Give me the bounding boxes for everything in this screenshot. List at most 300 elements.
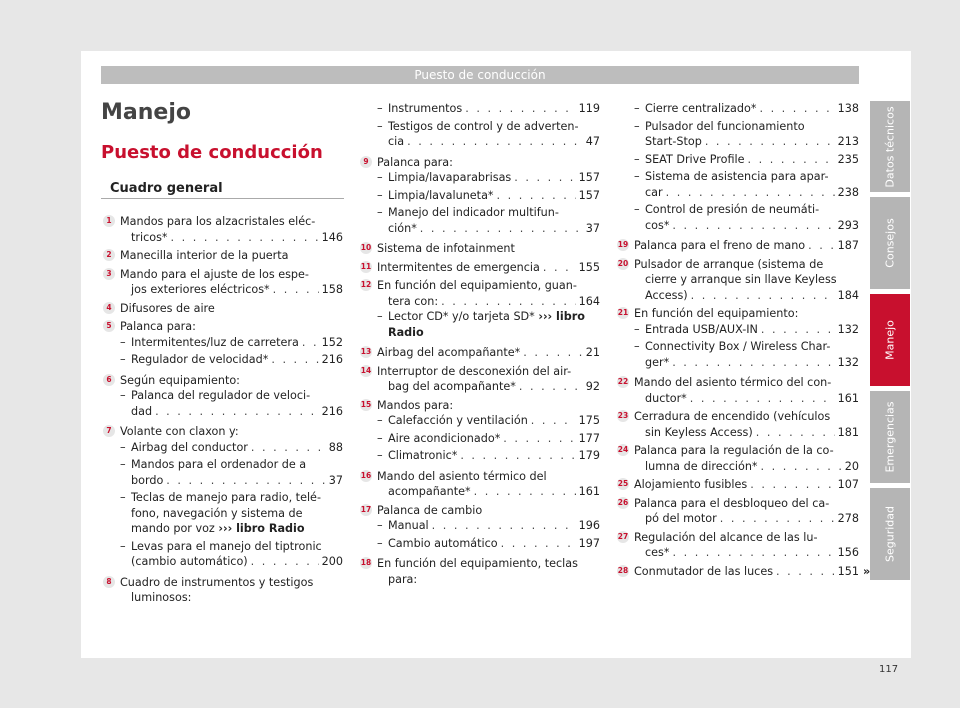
- entry-text: Cerradura de encendido (vehículos: [634, 410, 831, 423]
- entry-text: Volante con claxon y:: [120, 425, 239, 438]
- topic-title: Cuadro general: [110, 181, 223, 196]
- entry-line: [377, 188, 600, 204]
- entry-text: Mando del asiento térmico del con-: [634, 376, 832, 389]
- dot-leader: [672, 218, 834, 234]
- entry-line: [377, 345, 600, 361]
- entry-line: [377, 309, 600, 325]
- entry-line: [120, 335, 343, 351]
- heading-rule: [101, 198, 344, 199]
- dot-leader: [691, 288, 835, 304]
- entry-text: Cierre centralizado*: [645, 102, 757, 115]
- page-number: 117: [879, 664, 899, 675]
- sub-entry: [377, 170, 600, 186]
- entry-text: SEAT Drive Profile: [645, 152, 745, 166]
- entry-line: [377, 325, 600, 341]
- entry-line: [120, 404, 343, 420]
- dot-leader: [432, 518, 576, 534]
- entry-line: [634, 272, 859, 288]
- section-title: Manejo: [101, 100, 191, 125]
- entry-text: Intermitentes de emergencia: [377, 260, 540, 274]
- callout-number: 19: [617, 240, 629, 249]
- entry-line: [377, 379, 600, 395]
- callout-number: 13: [360, 347, 372, 356]
- entry-line: [377, 221, 600, 237]
- entry-text: En función del equipamiento, teclas: [377, 557, 578, 570]
- entry-text: ces*: [645, 546, 670, 559]
- entry-text: Palanca para el desbloqueo del ca-: [634, 496, 830, 510]
- entry-text: fono, navegación y sistema de: [131, 506, 303, 520]
- entry-text: bordo: [131, 473, 164, 487]
- dot-leader: [761, 459, 842, 475]
- dash-marker: –: [377, 102, 383, 115]
- entry-line: [377, 556, 600, 572]
- page-ref-link[interactable]: 278: [837, 512, 859, 525]
- sub-entry: [377, 431, 600, 447]
- entry-line: [120, 282, 343, 298]
- page-ref-link[interactable]: 161: [578, 485, 600, 498]
- entry-text: cia: [388, 135, 405, 148]
- dot-leader: [155, 404, 319, 420]
- dot-leader: [690, 391, 835, 407]
- entry-line: [377, 398, 600, 414]
- entry-line: [377, 155, 600, 171]
- page-ref-link[interactable]: 152: [321, 335, 343, 349]
- dot-leader: [748, 152, 835, 168]
- entry-text: Alojamiento fusibles: [634, 478, 748, 491]
- callout-number: 8: [103, 576, 115, 588]
- sub-entry: [634, 339, 859, 370]
- dash-marker: –: [120, 458, 126, 471]
- page-ref-link[interactable]: 158: [321, 283, 343, 296]
- callout-number: 15: [360, 399, 372, 409]
- entry-text: Palanca para:: [120, 320, 196, 333]
- entry-text: En función del equipamiento:: [634, 307, 799, 320]
- entry-text: Según equipamiento:: [120, 373, 240, 387]
- dash-marker: –: [120, 491, 126, 504]
- entry-text: ductor*: [645, 391, 687, 405]
- dot-leader: [519, 379, 583, 395]
- entry-line: [120, 440, 343, 456]
- entry-text: Teclas de manejo para radio, telé-: [131, 491, 321, 504]
- callout-number: 26: [617, 497, 629, 507]
- entry-line: [120, 575, 343, 591]
- entry-text: ción*: [388, 221, 417, 235]
- callout-number: 3: [103, 268, 115, 280]
- entry-line: [634, 306, 859, 322]
- sub-entry: [377, 536, 600, 552]
- page-ref-link[interactable]: 213: [837, 135, 859, 148]
- side-tab-label: Seguridad: [883, 506, 897, 562]
- dash-marker: –: [377, 536, 383, 550]
- entry-line: [634, 564, 859, 580]
- page-ref-link[interactable]: 216: [321, 404, 343, 418]
- entry-text: Palanca para la regulación de la co-: [634, 444, 834, 457]
- callout-number: 4: [103, 302, 115, 314]
- sub-entry: [120, 457, 343, 488]
- callout-number: 23: [617, 411, 629, 420]
- dot-leader: [672, 355, 834, 371]
- entry-text: Palanca de cambio: [377, 503, 483, 517]
- entry-line: [377, 572, 600, 588]
- entry-line: [120, 301, 343, 317]
- entry-line: [634, 391, 859, 407]
- entry-text: Conmutador de las luces: [634, 564, 774, 578]
- page-ref-link[interactable]: 197: [578, 536, 600, 550]
- entry-text: Intermitentes/luz de carretera: [131, 335, 299, 349]
- entry-line: [634, 339, 859, 355]
- entry-line: [120, 230, 343, 246]
- dot-leader: [441, 294, 576, 310]
- sub-entry: [120, 352, 343, 368]
- callout-number: 24: [617, 445, 629, 454]
- sub-entry: [377, 205, 600, 236]
- entry-text: Interruptor de desconexión del air-: [377, 364, 572, 378]
- entry-text: Control de presión de neumáti-: [645, 203, 820, 216]
- entry-text: acompañante*: [388, 485, 471, 498]
- entry-line: [634, 496, 859, 512]
- page-ref-link[interactable]: 157: [578, 188, 600, 202]
- entry-text: mando por voz ››› libro Radio: [131, 522, 305, 535]
- page-ref-link[interactable]: 175: [578, 414, 600, 427]
- dot-leader: [531, 413, 576, 429]
- dot-leader: [776, 564, 835, 580]
- side-tab-label: Datos técnicos: [883, 105, 897, 188]
- entry-line: [377, 431, 600, 447]
- page-ref-link[interactable]: 88: [328, 440, 343, 454]
- sub-entry: [377, 188, 600, 204]
- entry-line: [377, 448, 600, 464]
- page-ref-link[interactable]: 37: [585, 221, 600, 235]
- entry-line: [634, 443, 859, 459]
- page-ref-link[interactable]: 238: [837, 185, 859, 199]
- sub-entry: [634, 169, 859, 200]
- dot-leader: [705, 134, 835, 150]
- dot-leader: [756, 425, 835, 441]
- dash-marker: –: [377, 431, 383, 445]
- side-tab-datos-t-cnicos[interactable]: [870, 101, 910, 192]
- dot-leader: [761, 322, 835, 338]
- dash-marker: –: [120, 389, 126, 402]
- entry-text: Mandos para el ordenador de a: [131, 458, 307, 471]
- page-ref-link[interactable]: 181: [837, 425, 859, 439]
- callout-number: 28: [617, 565, 629, 575]
- entry-text: car: [645, 185, 663, 199]
- entry-text: dad: [131, 404, 153, 418]
- dot-leader: [514, 170, 575, 186]
- page-ref-link[interactable]: 200: [321, 555, 343, 568]
- entry-line: [120, 506, 343, 522]
- dot-leader: [503, 431, 575, 447]
- entry-line: [377, 484, 600, 500]
- entry-line: [120, 539, 343, 555]
- callout-number: 22: [617, 377, 629, 386]
- entry-line: [377, 413, 600, 429]
- dot-leader: [759, 101, 834, 117]
- entry-text: para:: [388, 572, 418, 586]
- entry-text: cos*: [645, 218, 670, 232]
- dot-leader: [302, 335, 319, 351]
- entry-text: Aire acondicionado*: [388, 431, 501, 445]
- sub-entry: [120, 388, 343, 419]
- entry-line: [377, 205, 600, 221]
- entry-line: [634, 425, 859, 441]
- entry-line: [377, 101, 600, 117]
- running-header: Puesto de conducción: [101, 66, 859, 84]
- sub-entry: [377, 309, 600, 340]
- sub-entry: [377, 448, 600, 464]
- dot-leader: [465, 101, 575, 117]
- dash-marker: –: [120, 440, 126, 454]
- entry-text: Start-Stop: [645, 135, 702, 148]
- dot-leader: [251, 554, 319, 570]
- entry-text: Sistema de asistencia para apar-: [645, 170, 829, 183]
- page-ref-link[interactable]: 293: [837, 218, 859, 232]
- entry-line: [120, 473, 343, 489]
- dot-leader: [271, 352, 318, 368]
- entry-line: [634, 459, 859, 475]
- entry-text: pó del motor: [645, 512, 717, 525]
- entry-text: Manecilla interior de la puerta: [120, 249, 289, 262]
- sub-entry: [634, 119, 859, 150]
- dot-leader: [501, 536, 576, 552]
- dot-leader: [666, 185, 835, 201]
- entry-line: [634, 477, 859, 493]
- entry-line: [120, 352, 343, 368]
- page-ref-link[interactable]: 179: [578, 449, 600, 462]
- page-ref-link[interactable]: 157: [578, 171, 600, 184]
- dot-leader: [407, 134, 583, 150]
- entry-text: Mando para el ajuste de los espe-: [120, 267, 309, 281]
- entry-line: [120, 388, 343, 404]
- entry-text: Regulador de velocidad*: [131, 353, 269, 366]
- callout-number: 11: [360, 261, 372, 271]
- dash-marker: –: [377, 310, 383, 323]
- dot-leader: [166, 473, 325, 489]
- dot-leader: [523, 345, 583, 361]
- entry-text: sin Keyless Access): [645, 425, 753, 439]
- entry-line: [377, 364, 600, 380]
- entry-text: tricos*: [131, 230, 168, 244]
- entry-text: Airbag del conductor: [131, 440, 248, 454]
- entry-line: [634, 322, 859, 338]
- sub-entry: [120, 440, 343, 456]
- dash-marker: –: [120, 539, 126, 553]
- entry-text: Levas para el manejo del tiptronic: [131, 539, 322, 553]
- entry-line: [120, 554, 343, 570]
- entry-line: [634, 218, 859, 234]
- entry-line: [120, 319, 343, 335]
- dash-marker: –: [377, 171, 383, 184]
- callout-number: 5: [103, 320, 115, 332]
- dot-leader: [720, 511, 835, 527]
- dash-marker: –: [377, 206, 383, 219]
- entry-line: [377, 260, 600, 276]
- page-ref-link[interactable]: 155: [578, 260, 600, 274]
- callout-number: 9: [360, 156, 372, 168]
- dash-marker: –: [120, 335, 126, 349]
- sub-entry: [377, 413, 600, 429]
- side-tab-emergencias[interactable]: [870, 391, 910, 483]
- entry-line: [377, 241, 600, 257]
- sub-entry: [120, 490, 343, 537]
- callout-number: 14: [360, 365, 372, 375]
- entry-line: [634, 511, 859, 527]
- continue-marker: »: [863, 564, 871, 578]
- callout-number: 25: [617, 479, 629, 488]
- entry-text: jos exteriores eléctricos*: [131, 283, 270, 296]
- page-ref-link[interactable]: 187: [837, 239, 859, 252]
- page-ref-link[interactable]: 184: [837, 288, 859, 302]
- page-ref-link[interactable]: 151: [837, 564, 859, 578]
- side-tab-seguridad[interactable]: [870, 488, 910, 580]
- entry-text: Climatronic*: [388, 449, 458, 462]
- page-ref-link[interactable]: 235: [837, 152, 859, 166]
- entry-line: [634, 530, 859, 546]
- dash-marker: –: [377, 414, 383, 427]
- page-ref-link[interactable]: 161: [837, 391, 859, 405]
- entry-text: Limpia/lavaparabrisas: [388, 171, 512, 184]
- sub-entry: [634, 202, 859, 233]
- entry-line: [377, 536, 600, 552]
- entry-line: [377, 469, 600, 485]
- entry-text: ger*: [645, 355, 670, 369]
- entry-line: [377, 119, 600, 135]
- entry-text: Palanca para el freno de mano: [634, 239, 806, 252]
- page-ref-link[interactable]: 21: [585, 346, 600, 359]
- entry-text: Palanca del regulador de veloci-: [131, 389, 311, 402]
- sub-entry: [377, 518, 600, 534]
- entry-text: Access): [645, 288, 688, 302]
- entry-text: Radio: [388, 325, 424, 339]
- sub-entry: [377, 101, 600, 117]
- dash-marker: –: [377, 519, 383, 532]
- page-ref-link[interactable]: 20: [844, 459, 859, 473]
- entry-line: [377, 278, 600, 294]
- callout-number: 18: [360, 558, 372, 567]
- page-ref-link[interactable]: 156: [837, 546, 859, 559]
- entry-line: [634, 169, 859, 185]
- dot-leader: [808, 238, 835, 254]
- entry-line: [634, 375, 859, 391]
- entry-line: [634, 355, 859, 371]
- page-ref-link[interactable]: 132: [837, 322, 859, 336]
- entry-line: [634, 545, 859, 561]
- page-ref-link[interactable]: 177: [578, 431, 600, 445]
- dot-leader: [543, 260, 576, 276]
- callout-number: 20: [617, 258, 629, 268]
- entry-text: Lector CD* y/o tarjeta SD* ››› libro: [388, 310, 585, 323]
- entry-line: [120, 590, 343, 606]
- callout-number: 1: [103, 215, 115, 227]
- page-ref-link[interactable]: 216: [321, 353, 343, 366]
- subsection-title: Puesto de conducción: [101, 142, 323, 163]
- page-ref-link[interactable]: 119: [578, 102, 600, 115]
- entry-line: [120, 248, 343, 264]
- dot-leader: [171, 230, 319, 246]
- entry-text: Manejo del indicador multifun-: [388, 206, 559, 219]
- entry-text: Limpia/lavaluneta*: [388, 188, 494, 202]
- entry-text: Mandos para los alzacristales eléc-: [120, 215, 316, 228]
- dash-marker: –: [120, 353, 126, 366]
- dot-leader: [474, 484, 576, 500]
- callout-number: 2: [103, 249, 115, 261]
- dash-marker: –: [634, 152, 640, 166]
- entry-text: (cambio automático): [131, 555, 248, 568]
- entry-text: Airbag del acompañante*: [377, 346, 521, 359]
- entry-line: [120, 373, 343, 389]
- entry-text: Palanca para:: [377, 155, 453, 169]
- entry-text: Regulación del alcance de las lu-: [634, 530, 818, 544]
- page-ref-link[interactable]: 164: [578, 294, 600, 308]
- entry-line: [120, 457, 343, 473]
- callout-number: 12: [360, 280, 372, 289]
- entry-line: [634, 288, 859, 304]
- entry-line: [120, 490, 343, 506]
- page-ref-link[interactable]: 92: [585, 380, 600, 393]
- entry-line: [377, 170, 600, 186]
- side-tab-manejo[interactable]: [870, 294, 910, 386]
- callout-number: 21: [617, 308, 629, 317]
- callout-number: 16: [360, 470, 372, 480]
- dash-marker: –: [634, 170, 640, 183]
- entry-line: [634, 152, 859, 168]
- sub-entry: [634, 322, 859, 338]
- entry-text: Difusores de aire: [120, 301, 215, 315]
- dot-leader: [251, 440, 326, 456]
- entry-line: [377, 134, 600, 150]
- entry-line: [634, 119, 859, 135]
- entry-text: cierre y arranque sin llave Keyless: [645, 273, 837, 286]
- dot-leader: [672, 545, 834, 561]
- entry-text: Cuadro de instrumentos y testigos: [120, 575, 314, 589]
- side-tab-label: Emergencias: [883, 401, 897, 473]
- side-tab-label: Consejos: [883, 218, 897, 268]
- dot-leader: [420, 221, 583, 237]
- sub-entry: [634, 152, 859, 168]
- entry-text: Cambio automático: [388, 536, 498, 550]
- entry-line: [120, 521, 343, 537]
- dot-leader: [273, 282, 319, 298]
- entry-line: [120, 267, 343, 283]
- entry-line: [377, 503, 600, 519]
- entry-text: Pulsador del funcionamiento: [645, 119, 805, 133]
- page-ref-link[interactable]: 47: [585, 135, 600, 148]
- page-ref-link[interactable]: 196: [578, 519, 600, 532]
- page-ref-link[interactable]: 132: [837, 355, 859, 369]
- sub-entry: [120, 539, 343, 570]
- entry-text: Connectivity Box / Wireless Char-: [645, 340, 831, 353]
- page-ref-link[interactable]: 146: [321, 230, 343, 244]
- dash-marker: –: [634, 119, 640, 133]
- side-tab-consejos[interactable]: [870, 197, 910, 289]
- dash-marker: –: [377, 119, 383, 133]
- entry-line: [634, 202, 859, 218]
- dash-marker: –: [634, 203, 640, 216]
- side-tab-label: Manejo: [883, 320, 897, 360]
- page-ref-link[interactable]: 37: [328, 473, 343, 487]
- callout-number: 10: [360, 243, 372, 252]
- page-ref-link[interactable]: 107: [837, 478, 859, 491]
- entry-text: Entrada USB/AUX-IN: [645, 322, 758, 336]
- callout-number: 27: [617, 531, 629, 541]
- dash-marker: –: [377, 188, 383, 202]
- page-ref-link[interactable]: 138: [837, 102, 859, 115]
- entry-line: [634, 238, 859, 254]
- entry-line: [634, 257, 859, 273]
- entry-text: Mando del asiento térmico del: [377, 469, 547, 483]
- entry-line: [634, 185, 859, 201]
- entry-line: [634, 101, 859, 117]
